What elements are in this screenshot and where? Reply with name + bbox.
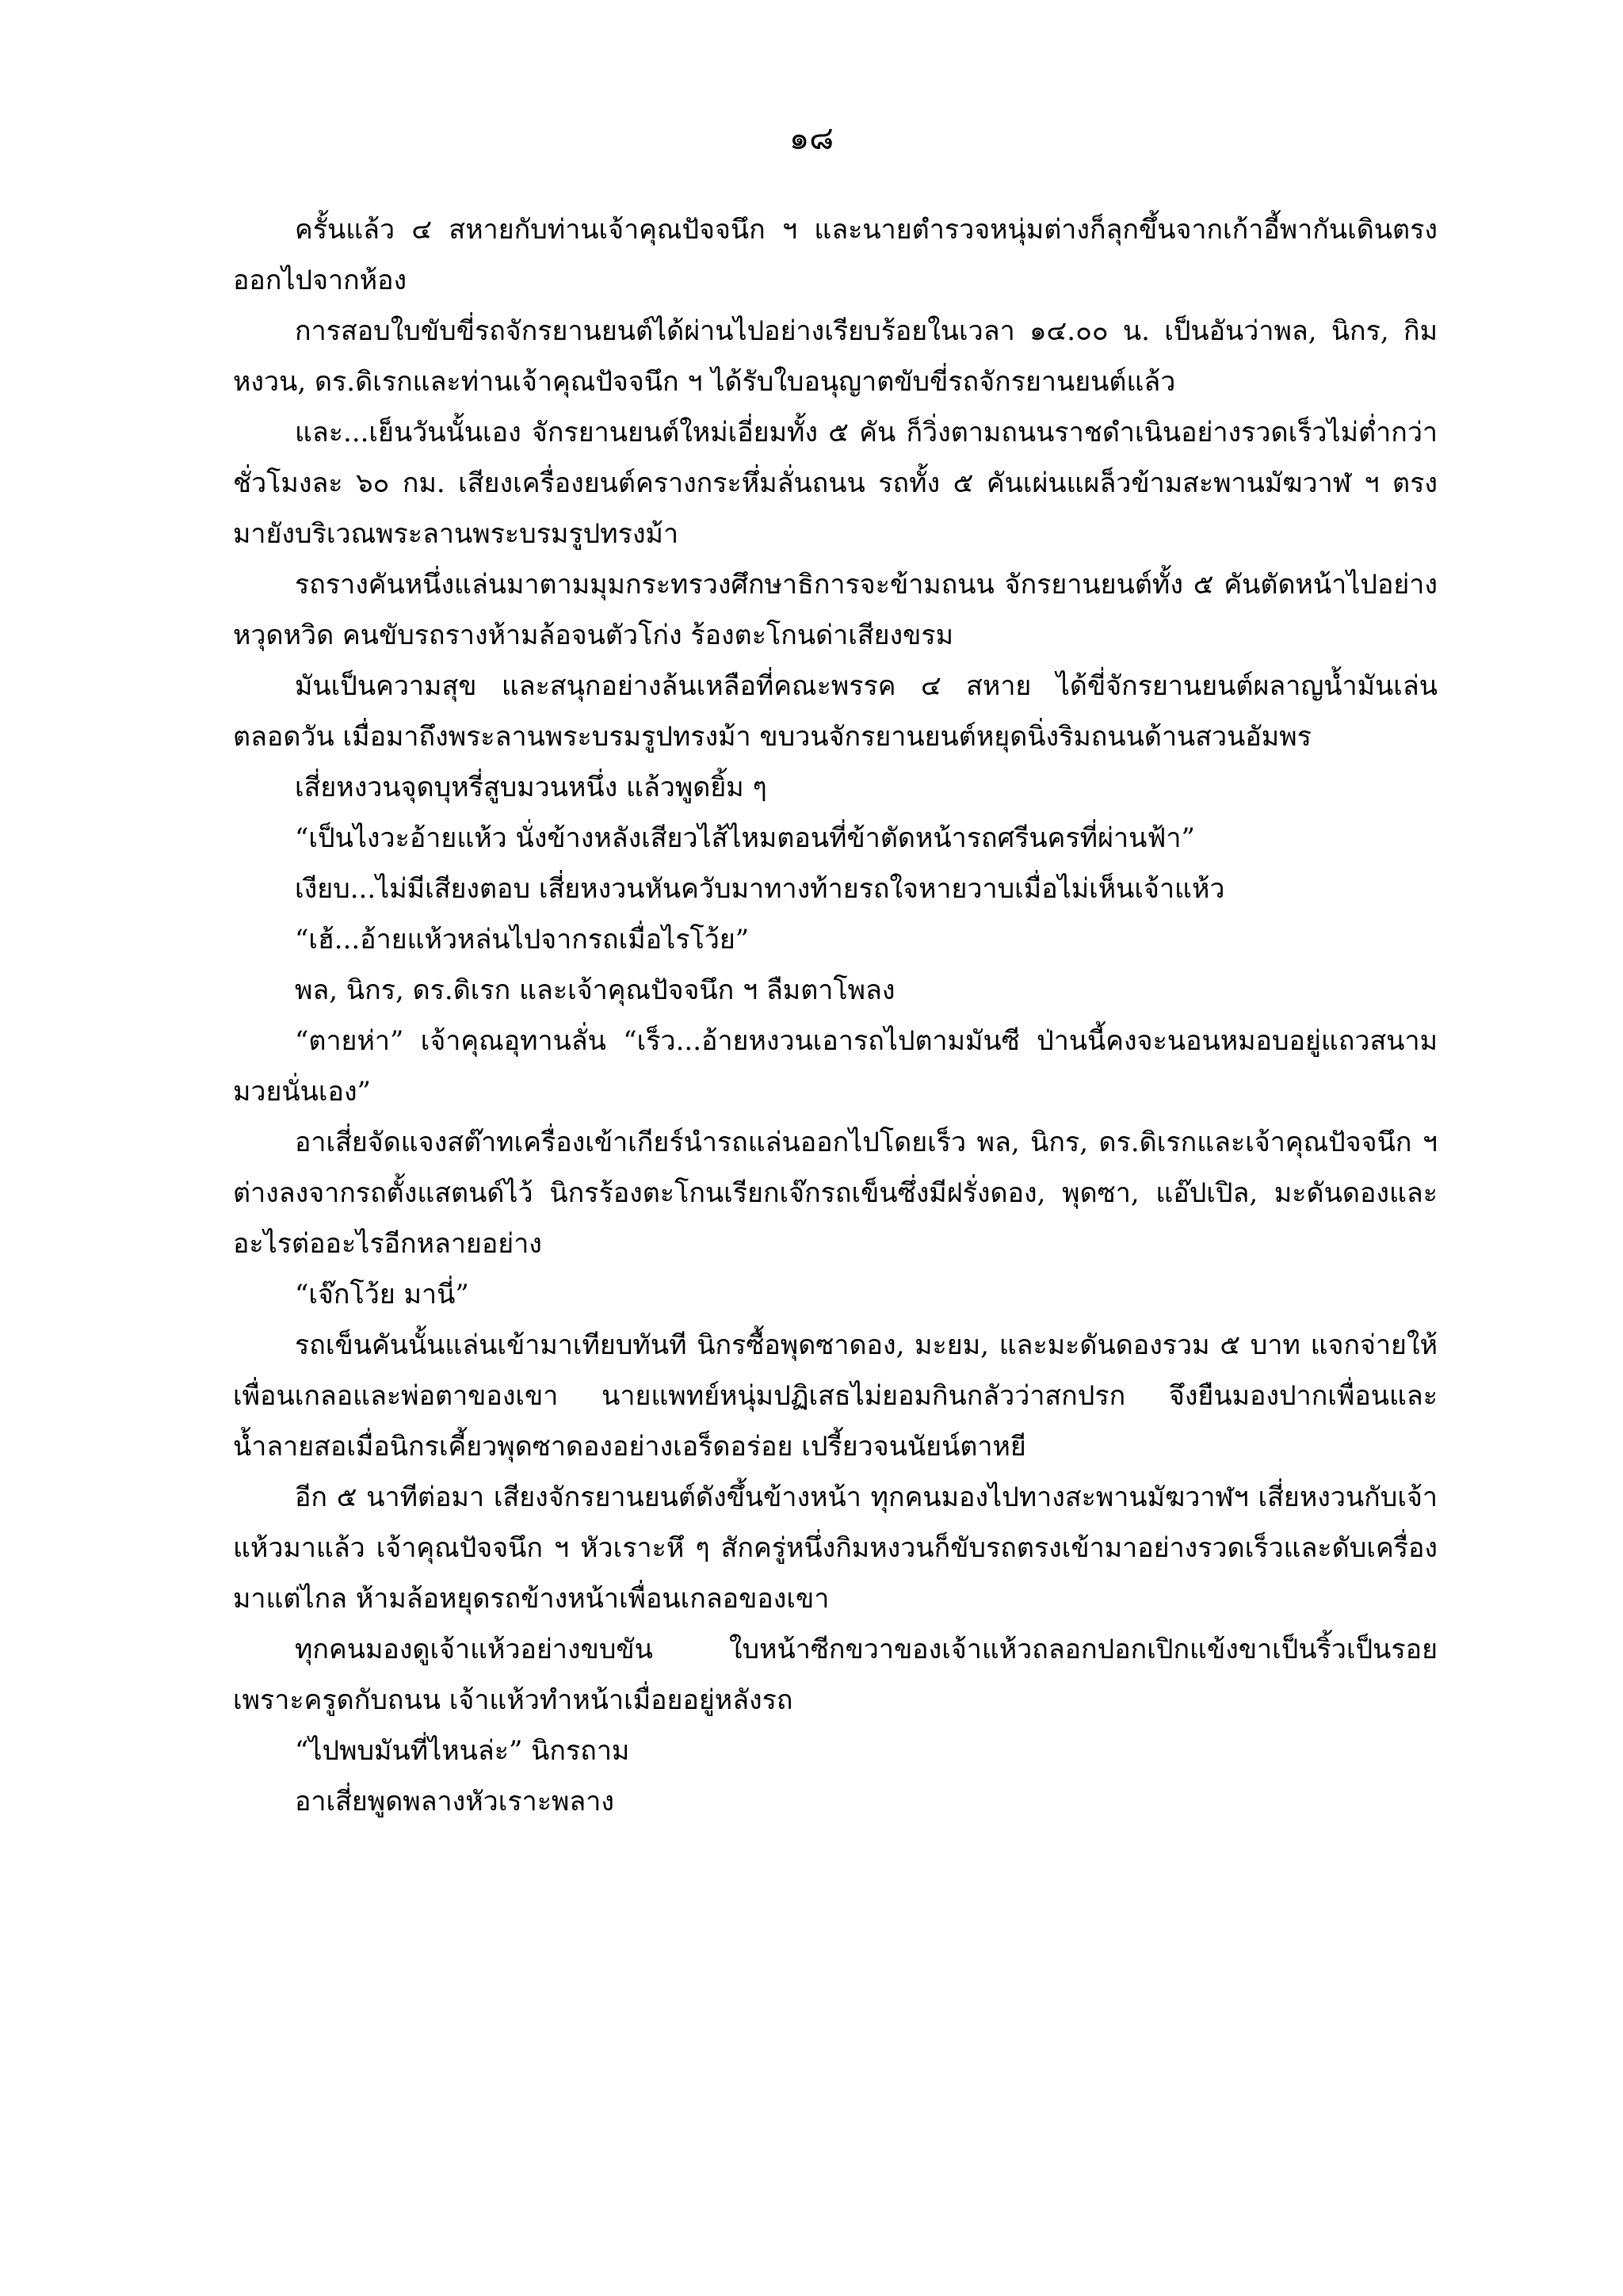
paragraph: ครั้นแล้ว ๔ สหายกับท่านเจ้าคุณปัจจนึก ฯ และนายตำรวจหนุ่มต่างก็ลุกขึ้นจากเก้าอี้พากันเดินตรงออกไปจากห้อง [233, 214, 1438, 296]
dialogue-line: “ไปพบมันที่ไหนล่ะ” นิกรถาม [295, 1735, 630, 1767]
dialogue-line: “เป็นไงวะอ้ายแห้ว นั่งข้างหลังเสียวไส้ไหมตอนที่ข้าตัดหน้ารถศรีนครที่ผ่านฟ้า” [295, 822, 1195, 854]
paragraph: พล, นิกร, ดร.ดิเรก และเจ้าคุณปัจจนึก ฯ ลืมตาโพลง [295, 974, 896, 1006]
paragraph: อาเสี่ยจัดแจงสต๊าทเครื่องเข้าเกียร์นำรถแล่นออกไปโดยเร็ว พล, นิกร, ดร.ดิเรกและเจ้าคุณปัจจนึก ฯ ต่างลงจากรถตั้งแสตนด์ไว้ นิกรร้องตะโกนเรียกเจ๊กรถเข็นซึ่งมีฝรั่งดอง, พุดซา, แอ๊ปเปิล, มะดันดองและอะไรต่ออะไรอีกหลายอย่าง [233, 1127, 1438, 1260]
dialogue-line: “เฮ้...อ้ายแห้วหล่นไปจากรถเมื่อไรโว้ย” [295, 924, 750, 955]
paragraph: อาเสี่ยพูดพลางหัวเราะพลาง [295, 1786, 614, 1817]
paragraph: รถรางคันหนึ่งแล่นมาตามมุมกระทรวงศึกษาธิการจะข้ามถนน จักรยานยนต์ทั้ง ๕ คันตัดหน้าไปอย่างหวุดหวิด คนขับรถรางห้ามล้อจนตัวโก่ง ร้องตะโกนด่าเสียงขรม [233, 569, 1438, 651]
paragraph: มันเป็นความสุข และสนุกอย่างล้นเหลือที่คณะพรรค ๔ สหาย ได้ขี่จักรยานยนต์ผลาญน้ำมันเล่นตลอดวัน เมื่อมาถึงพระลานพระบรมรูปทรงม้า ขบวนจักรยานยนต์หยุดนิ่งริมถนนด้านสวนอัมพร [233, 670, 1438, 753]
page-number: ๑๘ [789, 120, 834, 157]
paragraph: ทุกคนมองดูเจ้าแห้วอย่างขบขัน ใบหน้าซีกขวาของเจ้าแห้วถลอกปอกเปิกแข้งขาเป็นริ้วเป็นรอยเพราะครูดกับถนน เจ้าแห้วทำหน้าเมื่อยอยู่หลังรถ [233, 1634, 1438, 1716]
dialogue-line: “ตายห่า” เจ้าคุณอุทานลั่น “เร็ว...อ้ายหงวนเอารถไปตามมันซี ป่านนี้คงจะนอนหมอบอยู่แถวสนามมวยนั่นเอง” [233, 1025, 1438, 1108]
paragraph: การสอบใบขับขี่รถจักรยานยนต์ได้ผ่านไปอย่างเรียบร้อยในเวลา ๑๔.๐๐ น. เป็นอันว่าพล, นิกร, กิมหงวน, ดร.ดิเรกและท่านเจ้าคุณปัจจนึก ฯ ได้รับใบอนุญาตขับขี่รถจักรยานยนต์แล้ว [233, 315, 1438, 398]
paragraph: เสี่ยหงวนจุดบุหรี่สูบมวนหนึ่ง แล้วพูดยิ้ม ๆ [295, 772, 767, 803]
paragraph: อีก ๕ นาทีต่อมา เสียงจักรยานยนต์ดังขึ้นข้างหน้า ทุกคนมองไปทางสะพานมัฆวาฬฯ เสี่ยหงวนกับเจ้าแห้วมาแล้ว เจ้าคุณปัจจนึก ฯ หัวเราะหึ ๆ สักครู่หนึ่งกิมหงวนก็ขับรถตรงเข้ามาอย่างรวดเร็วและดับเครื่องมาแต่ไกล ห้ามล้อหยุดรถข้างหน้าเพื่อนเกลอของเขา [233, 1482, 1438, 1615]
paragraph: และ...เย็นวันนั้นเอง จักรยานยนต์ใหม่เอี่ยมทั้ง ๕ คัน ก็วิ่งตามถนนราชดำเนินอย่างรวดเร็วไม่ต่ำกว่าชั่วโมงละ ๖๐ กม. เสียงเครื่องยนต์ครางกระหึ่มลั่นถนน รถทั้ง ๕ คันเผ่นแผล็วข้ามสะพานมัฆวาฬ ฯ ตรงมายังบริเวณพระลานพระบรมรูปทรงม้า [233, 417, 1438, 550]
dialogue-line: “เจ๊กโว้ย มานี่” [295, 1279, 469, 1310]
paragraph: เงียบ...ไม่มีเสียงตอบ เสี่ยหงวนหันควับมาทางท้ายรถใจหายวาบเมื่อไม่เห็นเจ้าแห้ว [295, 873, 1225, 905]
body-text [233, 204, 1438, 1827]
paragraph: รถเข็นคันนั้นแล่นเข้ามาเทียบทันที นิกรซื้อพุดซาดอง, มะยม, และมะดันดองรวม ๕ บาท แจกจ่ายให้เพื่อนเกลอและพ่อตาของเขา นายแพทย์หนุ่มปฏิเสธไม่ยอมกินกลัวว่าสกปรก จึงยืนมองปากเพื่อนและน้ำลายสอเมื่อนิกรเคี้ยวพุดซาดองอย่างเอร็ดอร่อย เปรี้ยวจนนัยน์ตาหยี [233, 1329, 1438, 1463]
